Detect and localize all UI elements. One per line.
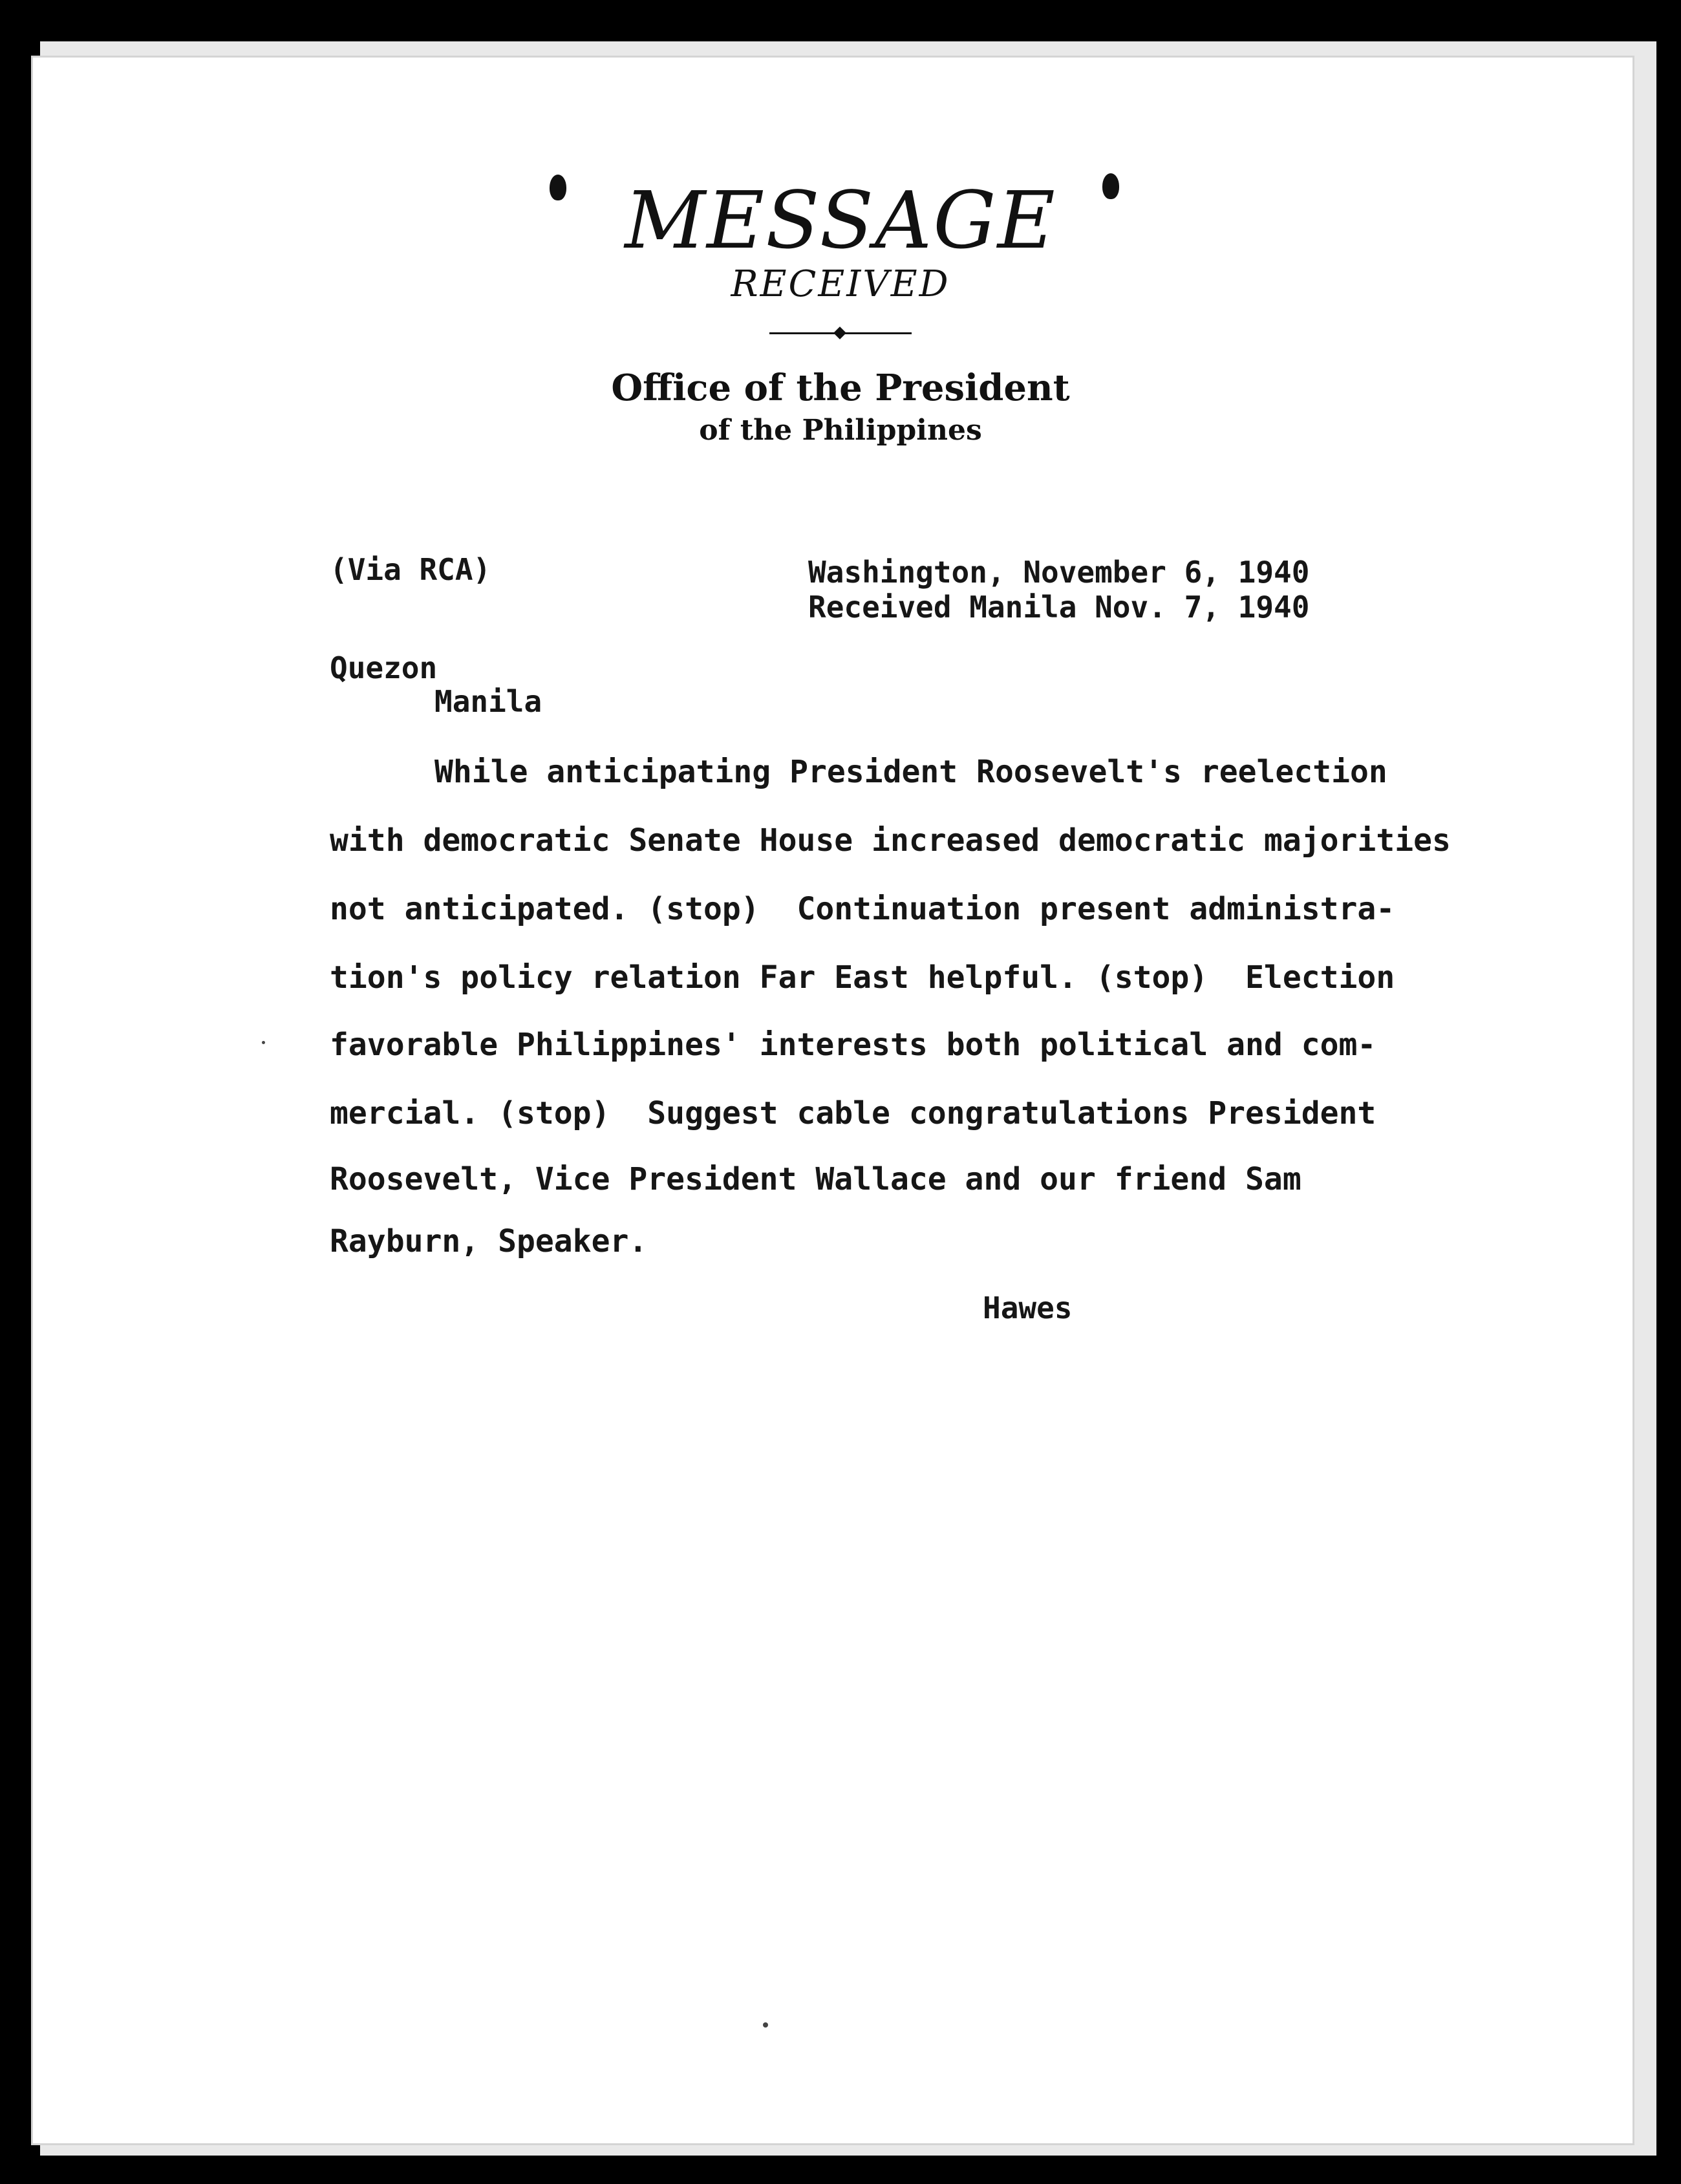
received-line: Received Manila Nov. 7, 1940 — [808, 590, 1310, 625]
body-line: While anticipating President Roosevelt's reelection — [434, 754, 1387, 790]
body-line: Rayburn, Speaker. — [330, 1223, 648, 1259]
letterhead-office: Office of the President — [611, 367, 1070, 409]
via-line: (Via RCA) — [330, 552, 491, 587]
show-through-text — [440, 718, 1159, 746]
signature: Hawes — [983, 1290, 1073, 1325]
letterhead-title: MESSAGE — [625, 175, 1056, 266]
show-through-text — [336, 789, 1295, 817]
body-line: not anticipated. (stop) Continuation present administra- — [330, 891, 1395, 927]
letterhead-country: of the Philippines — [699, 414, 982, 447]
sent-line: Washington, November 6, 1940 — [808, 555, 1310, 590]
letterhead — [517, 155, 1164, 445]
letterhead-subtitle: RECEIVED — [731, 263, 950, 305]
addressee-city: Manila — [434, 684, 542, 719]
show-through-text — [336, 925, 1295, 953]
addressee-name: Quezon — [330, 650, 438, 685]
show-through-text — [336, 860, 1295, 888]
divider-ornament — [769, 328, 912, 337]
body-line: tion's policy relation Far East helpful. (stop) Election — [330, 959, 1395, 996]
body-line: mercial. (stop) Suggest cable congratulations President — [330, 1095, 1376, 1131]
paper-speck — [763, 2022, 768, 2028]
body-line: with democratic Senate House increased democratic majorities — [330, 822, 1451, 859]
body-line: favorable Philippines' interests both political and com- — [330, 1027, 1376, 1063]
body-line: Roosevelt, Vice President Wallace and our friend Sam — [330, 1161, 1301, 1197]
diamond-icon — [833, 327, 846, 339]
paper-speck — [262, 1041, 265, 1044]
